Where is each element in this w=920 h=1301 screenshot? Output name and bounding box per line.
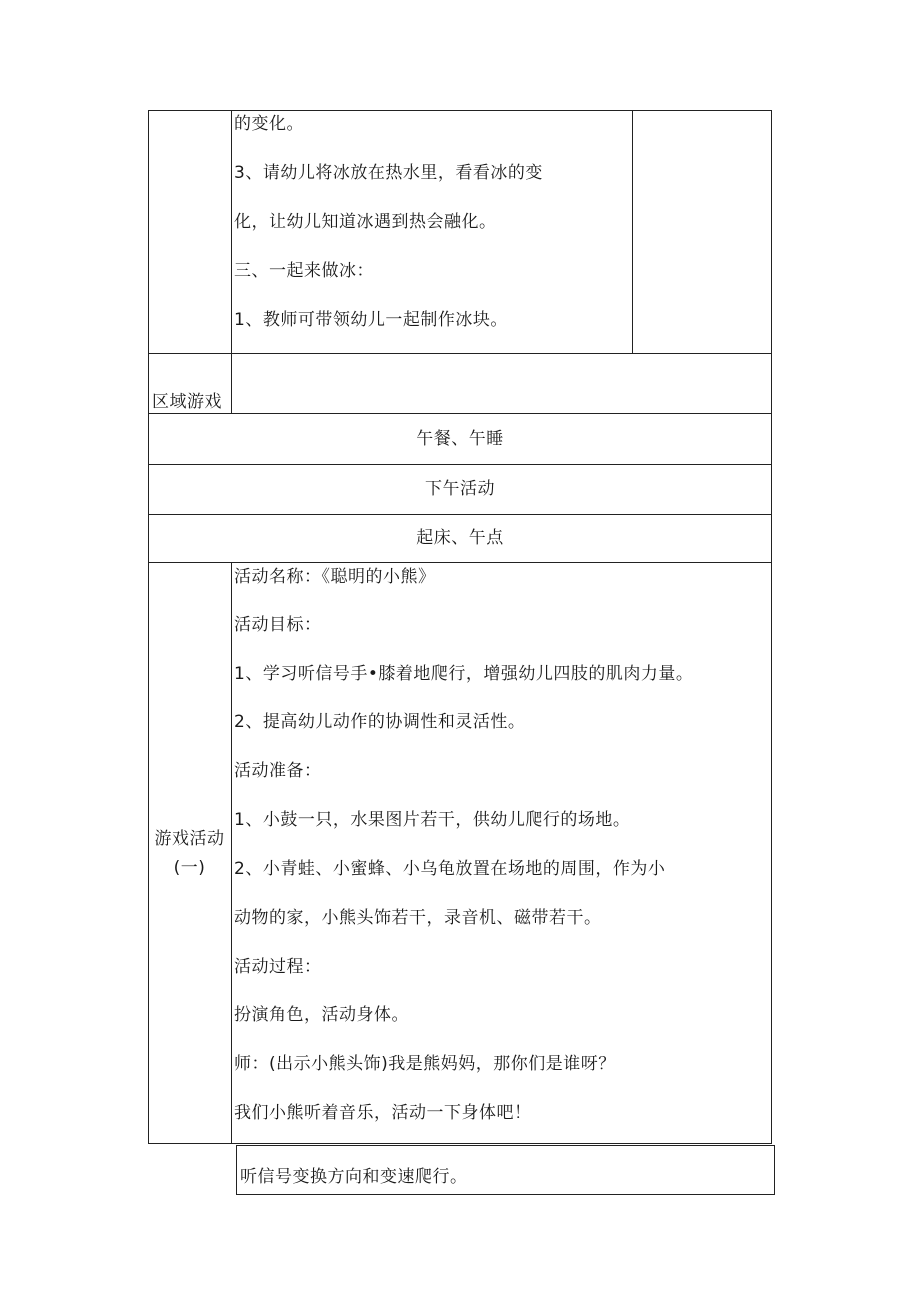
wakeup-snack-row: 起床、午点: [416, 528, 504, 548]
table-top-border: [148, 110, 772, 111]
row-divider-1: [148, 353, 772, 354]
top-text-line: 1、教师可带领幼儿一起制作冰块。: [234, 310, 508, 330]
activity-text-line: 动物的家，小熊头饰若干，录音机、磁带若干。: [234, 908, 602, 928]
activity-text-line: 活动目标：: [234, 615, 322, 635]
row-divider-4: [148, 514, 772, 515]
activity-text-line: 我们小熊听着音乐，活动一下身体吧！: [234, 1103, 532, 1123]
activity-text-line: 1、小鼓一只，水果图片若干，供幼儿爬行的场地。: [234, 810, 631, 830]
activity-text-line: 2、提高幼儿动作的协调性和灵活性。: [234, 712, 526, 732]
label-column-divider-bottom: [231, 562, 232, 1143]
bottom-box-right: [774, 1145, 775, 1195]
game-activity-label: 游戏活动: [154, 829, 225, 849]
row-divider-3: [148, 464, 772, 465]
bottom-box-bottom: [236, 1194, 775, 1195]
game-activity-label-number: (一): [173, 858, 206, 878]
top-text-line: 化，让幼儿知道冰遇到热会融化。: [234, 212, 497, 232]
row-divider-5: [148, 562, 772, 563]
activity-text-line: 活动名称：《聪明的小熊》: [234, 567, 436, 587]
top-text-line: 三、一起来做冰：: [234, 261, 374, 281]
label-column-divider-top: [231, 110, 232, 413]
bottom-box-left: [236, 1145, 237, 1195]
row-divider-2: [148, 413, 772, 414]
content-column-divider: [632, 110, 633, 353]
table-bottom-border: [148, 1143, 772, 1144]
bottom-box-top: [236, 1145, 775, 1146]
activity-text-line: 1、学习听信号手•膝着地爬行，增强幼儿四肢的肌肉力量。: [234, 664, 694, 684]
activity-text-line: 活动准备：: [234, 761, 322, 781]
top-text-line: 的变化。: [234, 114, 304, 134]
lunch-nap-row: 午餐、午睡: [416, 429, 504, 449]
activity-text-line: 2、小青蛙、小蜜蜂、小乌龟放置在场地的周围，作为小: [234, 859, 666, 879]
afternoon-activity-row: 下午活动: [425, 479, 495, 499]
table-left-border: [148, 110, 149, 1143]
activity-text-line: 活动过程：: [234, 957, 322, 977]
table-right-border: [771, 110, 772, 1143]
bottom-box-text: 听信号变换方向和变速爬行。: [240, 1167, 468, 1187]
top-text-line: 3、请幼儿将冰放在热水里，看看冰的变: [234, 163, 543, 183]
activity-text-line: 扮演角色，活动身体。: [234, 1005, 409, 1025]
area-game-label: 区域游戏: [152, 392, 222, 412]
activity-text-line: 师：(出示小熊头饰)我是熊妈妈，那你们是谁呀？: [234, 1054, 616, 1074]
